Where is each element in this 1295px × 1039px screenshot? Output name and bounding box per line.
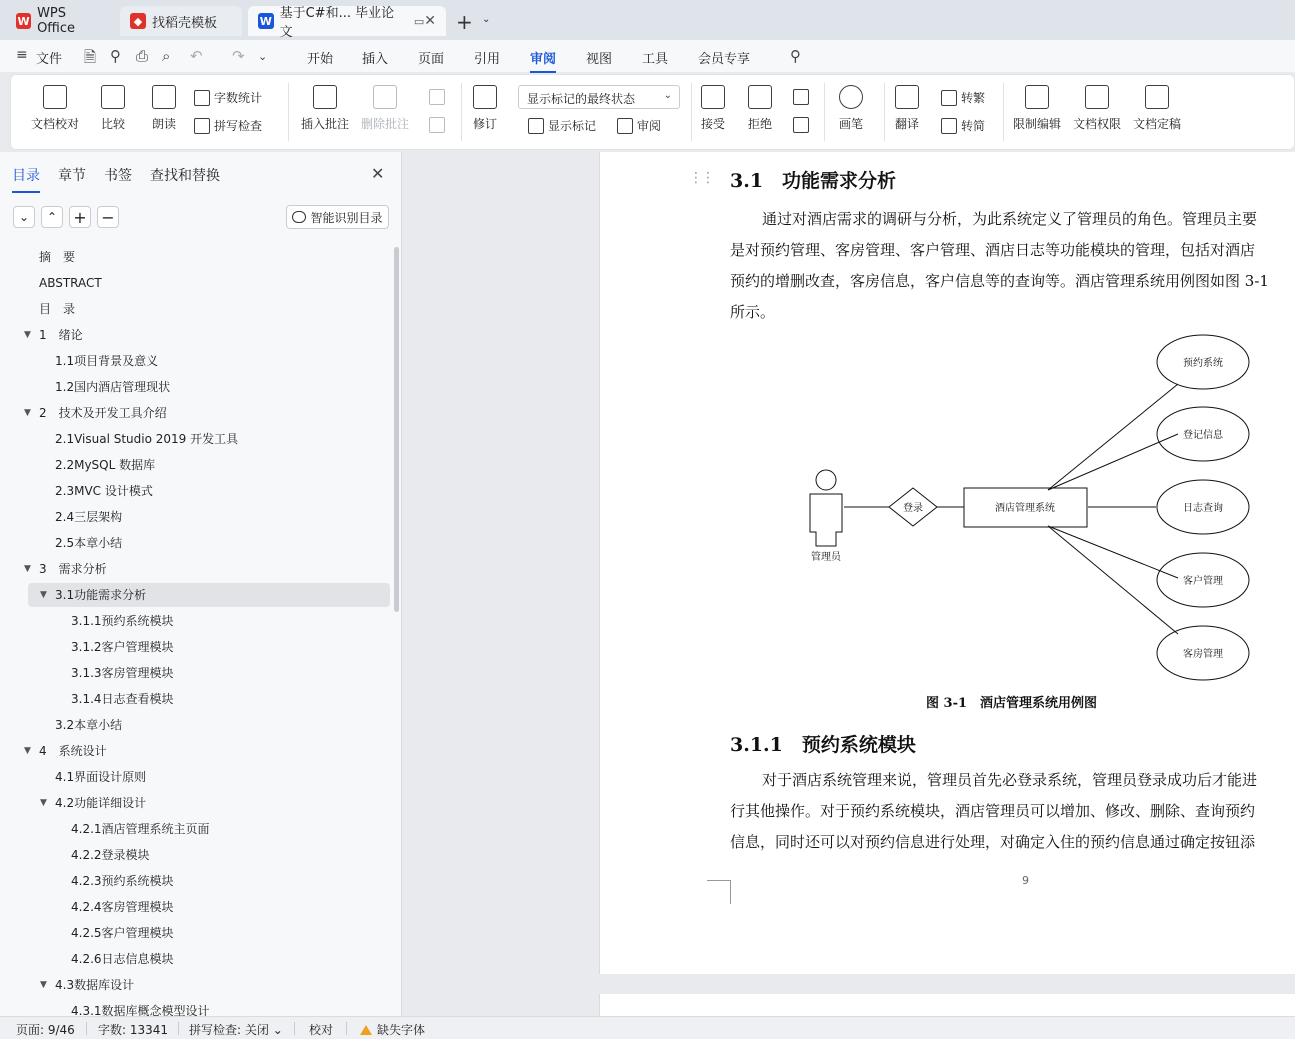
scrollbar[interactable] — [394, 247, 399, 612]
tab-wps-office[interactable] — [6, 6, 114, 36]
toc-item-label: 摘 要 — [39, 250, 76, 264]
remove-heading-button[interactable]: − — [97, 206, 119, 228]
toc-item-label: 2.4三层架构 — [55, 510, 123, 524]
toc-item[interactable] — [0, 817, 390, 841]
paragraph-line: 信息，同时还可以对预约信息进行处理，对确定入住的预约信息通过确定按钮添 — [730, 833, 1256, 851]
use-case-label: 预约系统 — [1183, 358, 1223, 369]
paragraph-line: 行其他操作。对于预约系统模块，酒店管理员可以增加、修改、删除、查询预约 — [730, 802, 1256, 820]
redo-icon[interactable]: ↷ — [232, 47, 245, 65]
expand-up-button[interactable]: ⌃ — [41, 206, 63, 228]
toc-item[interactable] — [0, 609, 390, 633]
paragraph-1 — [730, 204, 1295, 328]
next-comment-icon — [429, 117, 445, 133]
use-case-label: 日志查询 — [1183, 503, 1223, 514]
permission-icon — [1085, 85, 1109, 109]
toc-item[interactable] — [0, 947, 390, 971]
next-page — [599, 994, 1295, 1016]
spell-check-icon — [194, 118, 210, 134]
collapse-all-button[interactable]: ⌄ — [13, 206, 35, 228]
proof-status[interactable]: 校对 — [309, 1023, 334, 1037]
toc-item-label: 4.2.2登录模块 — [71, 848, 150, 862]
toc-item-label: 3.1.4日志查看模块 — [71, 692, 174, 706]
nav-tab-toc[interactable]: 目录 — [12, 165, 40, 185]
toc-item-label: 目 录 — [39, 302, 76, 316]
drag-handle-icon[interactable]: ⋮⋮ — [689, 170, 713, 186]
prev-change-button[interactable] — [793, 89, 813, 105]
smart-icon — [292, 211, 306, 223]
menu-insert[interactable]: 插入 — [362, 52, 389, 67]
toc-item-label: 3 需求分析 — [39, 562, 107, 576]
toc-item-label: 4.1界面设计原则 — [55, 770, 147, 784]
toc-item[interactable] — [0, 557, 390, 581]
heading-3-1: 3.1 功能需求分析 — [730, 170, 897, 192]
toc-item[interactable] — [0, 739, 390, 763]
use-case-label: 客房管理 — [1183, 649, 1223, 660]
divider — [1003, 83, 1004, 141]
ribbon-review — [10, 74, 1295, 150]
tab-label: 基于C#和... 毕业论文 — [279, 6, 395, 40]
expand-toggle-icon[interactable]: ▼ — [24, 564, 31, 574]
lock-doc-icon — [1025, 85, 1049, 109]
read-aloud-button[interactable]: 朗读 — [152, 85, 176, 132]
login-label: 登录 — [903, 503, 923, 514]
prev-change-icon — [793, 89, 809, 105]
toc-item-label: 2.2MySQL 数据库 — [55, 458, 156, 472]
word-count-status[interactable]: 字数: 13341 — [98, 1023, 169, 1037]
divider — [691, 83, 692, 141]
compare-icon — [101, 85, 125, 109]
translate-icon — [895, 85, 919, 109]
menu-references[interactable]: 引用 — [474, 52, 501, 67]
divider — [884, 83, 885, 141]
system-label: 酒店管理系统 — [995, 503, 1055, 514]
prev-comment-icon — [429, 89, 445, 105]
wps-logo-icon: W — [17, 14, 30, 28]
delete-comment-icon — [373, 85, 397, 109]
revise-button[interactable]: 修订 — [473, 85, 497, 132]
toc-item-label: 1.2国内酒店管理现状 — [55, 380, 171, 394]
add-heading-button[interactable]: + — [69, 206, 91, 228]
next-change-button[interactable] — [793, 117, 813, 133]
pen-button[interactable]: 画笔 — [839, 85, 863, 132]
track-state-select[interactable]: 显示标记的最终状态 ⌄ — [518, 85, 680, 109]
document-page — [599, 152, 1295, 974]
use-case-label: 登记信息 — [1183, 430, 1223, 441]
nav-tab-bookmarks[interactable]: 书签 — [104, 168, 132, 184]
actor-body — [810, 494, 842, 546]
compare-button[interactable]: 比较 — [101, 85, 125, 132]
toc-item[interactable] — [0, 375, 390, 399]
toc-item[interactable] — [0, 765, 390, 789]
toc-item[interactable] — [0, 505, 390, 529]
toc-item[interactable] — [0, 271, 390, 295]
actor-label: 管理员 — [811, 552, 841, 563]
simplified-icon — [941, 118, 957, 134]
chevron-down-icon[interactable]: ⌄ — [258, 50, 268, 63]
menu-file[interactable]: 文件 — [36, 52, 63, 67]
toc-item[interactable] — [0, 973, 390, 997]
toc-item[interactable] — [0, 843, 390, 867]
toc-item[interactable] — [0, 349, 390, 373]
page-corner-mark — [707, 880, 731, 904]
toc-item-label: 4.3数据库设计 — [55, 978, 135, 992]
toc-item[interactable] — [0, 401, 390, 425]
expand-toggle-icon[interactable]: ▼ — [40, 798, 47, 808]
toc-item-label: 1.1项目背景及意义 — [55, 354, 159, 368]
toc-item[interactable] — [0, 453, 390, 477]
menu-home[interactable]: 开始 — [307, 52, 334, 67]
writer-icon: W — [259, 14, 272, 28]
toc-item[interactable] — [0, 895, 390, 919]
next-change-icon — [793, 117, 809, 133]
divider — [178, 1022, 179, 1035]
reject-button[interactable]: 拒绝 — [748, 85, 772, 132]
toc-item[interactable] — [0, 687, 390, 711]
toc-item-label: 3.2本章小结 — [55, 718, 123, 732]
heading-3-1-1: 3.1.1 预约系统模块 — [730, 734, 916, 756]
restrict-edit-button[interactable]: 限制编辑 — [1013, 85, 1061, 132]
close-icon[interactable]: ✕ — [371, 164, 385, 183]
menu-review[interactable]: 审阅 — [530, 48, 556, 67]
accept-icon — [701, 85, 725, 109]
paragraph-line: 是对预约管理、客房管理、客户管理、酒店日志等功能模块的管理，包括对酒店 — [730, 241, 1256, 259]
chevron-down-icon: ⌄ — [272, 1023, 283, 1037]
divider — [288, 83, 289, 141]
traditional-icon — [941, 90, 957, 106]
expand-toggle-icon[interactable]: ▼ — [24, 746, 31, 756]
toc-item[interactable] — [0, 635, 390, 659]
doc-permission-button[interactable]: 文档权限 — [1073, 85, 1121, 132]
title-bar — [0, 0, 1295, 40]
chevron-down-icon[interactable]: ⌄ — [482, 14, 491, 25]
show-markup-icon — [528, 118, 544, 134]
to-simplified-button[interactable]: 转简 — [941, 117, 985, 134]
new-tab-button[interactable]: + — [456, 10, 473, 34]
toc-item-label: 4.2.3预约系统模块 — [71, 874, 174, 888]
actor-head — [816, 470, 836, 490]
toc-item[interactable] — [28, 583, 390, 607]
toc-item[interactable] — [0, 999, 390, 1016]
finalize-icon — [1145, 85, 1169, 109]
paragraph-line: 所示。 — [730, 303, 776, 321]
toc-item-label: 2 技术及开发工具介绍 — [39, 406, 167, 420]
print-preview-icon[interactable]: ⌕ — [162, 47, 171, 65]
save-icon[interactable]: 🗎 — [84, 48, 97, 66]
divider — [824, 83, 825, 141]
toc-outline — [0, 245, 394, 1016]
toc-item[interactable] — [0, 297, 390, 321]
translate-button[interactable]: 翻译 — [895, 85, 919, 132]
comment-icon — [313, 85, 337, 109]
toc-item[interactable] — [0, 869, 390, 893]
divider — [86, 1022, 87, 1035]
doc-proof-icon — [43, 85, 67, 109]
revise-icon — [473, 85, 497, 109]
menu-tools[interactable]: 工具 — [642, 52, 669, 67]
nav-tab-find-replace[interactable]: 查找和替换 — [150, 168, 220, 184]
use-case-label: 客户管理 — [1183, 576, 1223, 587]
close-icon[interactable]: ✕ — [424, 13, 436, 29]
figure-caption: 图 3-1 酒店管理系统用例图 — [926, 696, 1098, 711]
tab-label: WPS Office — [37, 6, 76, 36]
menu-member[interactable]: 会员专享 — [698, 52, 751, 67]
divider — [461, 83, 462, 141]
divider — [346, 1022, 347, 1035]
toc-item-label: ABSTRACT — [39, 276, 102, 290]
search-icon[interactable]: ⚲ — [790, 47, 801, 65]
toc-item-label: 3.1.2客户管理模块 — [71, 640, 174, 654]
word-count-icon — [194, 90, 210, 106]
toc-item-label: 4.3.1数据库概念模型设计 — [71, 1004, 210, 1016]
to-traditional-button[interactable]: 转繁 — [941, 89, 985, 106]
toc-item-label: 2.5本章小结 — [55, 536, 123, 550]
toc-item-label: 2.3MVC 设计模式 — [55, 484, 153, 498]
review-pane-button[interactable]: 审阅 — [617, 117, 661, 134]
spell-check-button[interactable]: 拼写检查 — [194, 117, 262, 134]
undo-icon[interactable]: ↶ — [190, 47, 203, 65]
doc-proof-button[interactable]: 文档校对 — [31, 85, 79, 132]
expand-toggle-icon[interactable]: ▼ — [24, 330, 31, 340]
docer-icon: ◆ — [130, 13, 146, 29]
pen-icon — [839, 85, 863, 109]
paragraph-line: 对于酒店系统管理来说，管理员首先必登录系统，管理员登录成功后才能进 — [762, 771, 1258, 789]
page-indicator[interactable]: 页面: 9/46 — [16, 1023, 75, 1037]
toc-item-label: 1 绪论 — [39, 328, 83, 342]
toc-item[interactable] — [0, 921, 390, 945]
word-count-button[interactable]: 字数统计 — [194, 89, 262, 106]
menu-view[interactable]: 视图 — [586, 52, 613, 67]
next-comment-button[interactable] — [429, 117, 449, 133]
paragraph-2 — [730, 765, 1295, 858]
menu-page[interactable]: 页面 — [418, 52, 445, 67]
toc-item-label: 2.1Visual Studio 2019 开发工具 — [55, 432, 239, 446]
toc-item[interactable] — [0, 427, 390, 451]
expand-toggle-icon[interactable]: ▼ — [24, 408, 31, 418]
hamburger-icon[interactable]: ≡ — [16, 47, 28, 63]
review-pane-icon — [617, 118, 633, 134]
missing-font-status[interactable]: 缺失字体 — [360, 1021, 425, 1038]
print-icon[interactable]: ⎙ — [136, 47, 149, 65]
navigation-pane — [0, 152, 402, 1016]
toc-item-label: 4.2.4客房管理模块 — [71, 900, 174, 914]
tab-docer[interactable] — [120, 6, 242, 36]
toc-item-label: 4.2功能详细设计 — [55, 796, 147, 810]
tab-label: 找稻壳模板 — [152, 15, 218, 31]
accept-button[interactable]: 接受 — [701, 85, 725, 132]
spell-check-status[interactable]: 拼写检查: 关闭 ⌄ — [189, 1023, 283, 1037]
read-aloud-icon — [152, 85, 176, 109]
toc-item-label: 4 系统设计 — [39, 744, 107, 758]
paragraph-line: 通过对酒店需求的调研与分析，为此系统定义了管理员的角色。管理员主要 — [762, 210, 1258, 228]
toc-item[interactable] — [0, 531, 390, 555]
toc-item-label: 4.2.1酒店管理系统主页面 — [71, 822, 210, 836]
show-markup-button[interactable]: 显示标记 — [528, 117, 596, 134]
paragraph-line: 预约的增删改查，客房信息，客户信息等的查询等。酒店管理系统用例图如图 3-1 — [730, 272, 1269, 290]
toc-item-label: 4.2.6日志信息模块 — [71, 952, 174, 966]
expand-toggle-icon[interactable]: ▼ — [40, 590, 47, 600]
prev-comment-button[interactable] — [429, 89, 449, 105]
warning-icon — [360, 1025, 372, 1035]
toc-item-label: 3.1.1预约系统模块 — [71, 614, 174, 628]
toc-item[interactable] — [0, 661, 390, 685]
toc-item[interactable] — [0, 479, 390, 503]
link-icon[interactable]: ⚲ — [110, 47, 121, 65]
toc-item[interactable] — [0, 791, 390, 815]
status-bar — [0, 1016, 1295, 1039]
page-number: 9 — [1022, 874, 1029, 887]
toc-item-label: 4.2.5客户管理模块 — [71, 926, 174, 940]
toc-item[interactable] — [0, 713, 390, 737]
document-area — [403, 152, 1295, 1016]
insert-comment-button[interactable]: 插入批注 — [301, 85, 349, 132]
divider — [294, 1022, 295, 1035]
nav-tab-chapters[interactable]: 章节 — [58, 168, 86, 184]
toc-item[interactable] — [0, 245, 390, 269]
toc-item[interactable] — [0, 323, 390, 347]
toc-item-label: 3.1.3客房管理模块 — [71, 666, 174, 680]
expand-toggle-icon[interactable]: ▼ — [40, 980, 47, 990]
smart-toc-button[interactable]: 智能识别目录 — [286, 205, 389, 229]
chevron-down-icon: ⌄ — [663, 90, 672, 101]
toc-item-label: 3.1功能需求分析 — [55, 588, 147, 602]
use-case-diagram — [800, 322, 1260, 682]
reject-icon — [748, 85, 772, 109]
tab-document[interactable] — [248, 6, 446, 40]
menu-bar — [0, 40, 1295, 72]
doc-finalize-button[interactable]: 文档定稿 — [1133, 85, 1181, 132]
delete-comment-button[interactable]: 删除批注 — [361, 85, 409, 132]
window-icon[interactable]: ▭ — [413, 14, 425, 28]
